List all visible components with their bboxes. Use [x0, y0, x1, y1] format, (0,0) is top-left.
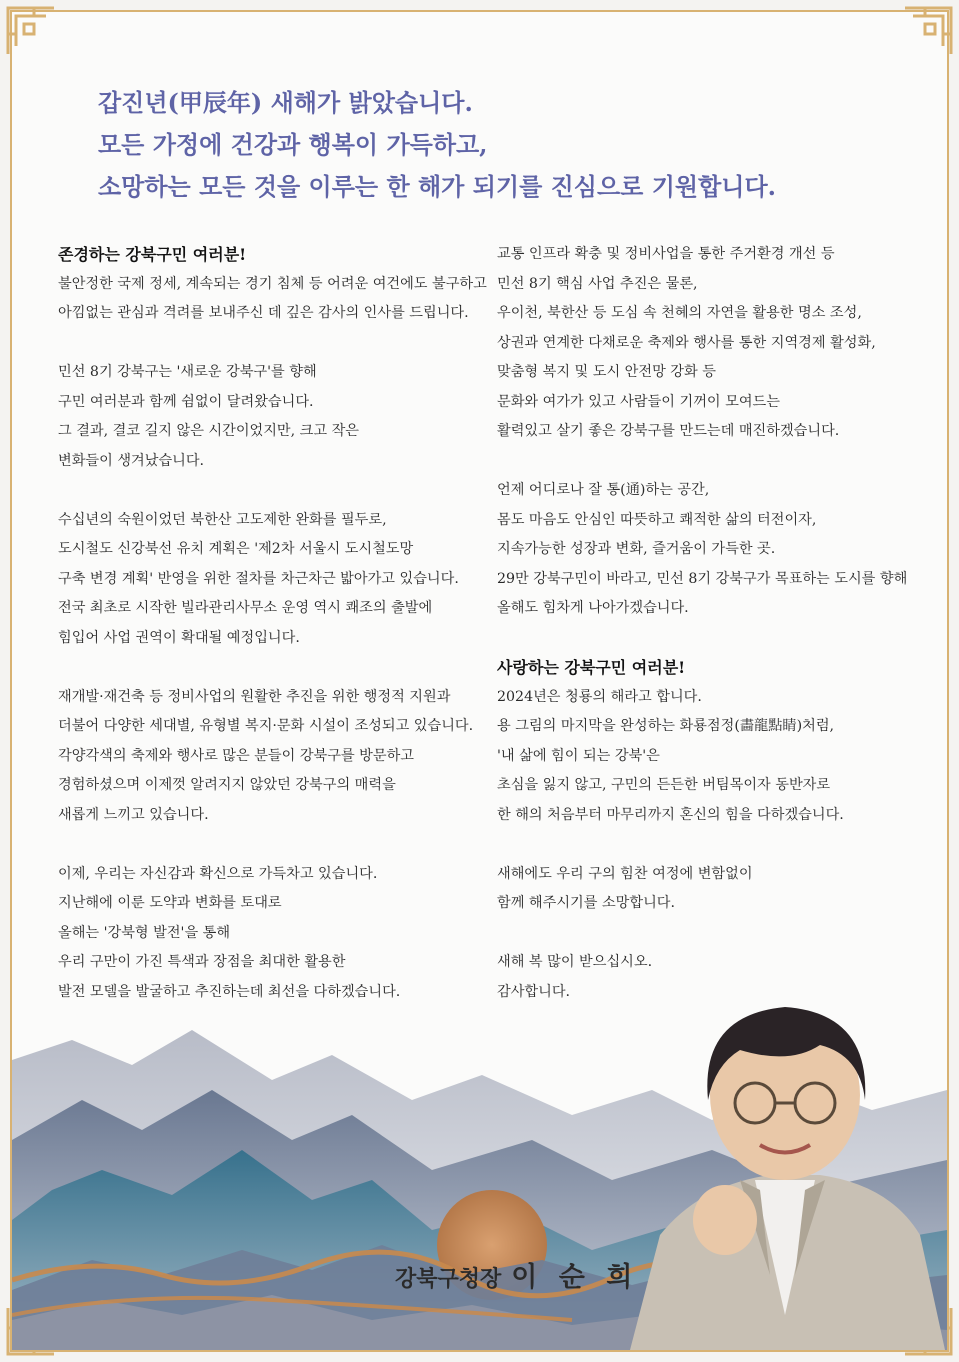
letter-line: 한 해의 처음부터 마무리까지 혼신의 힘을 다하겠습니다.: [497, 806, 844, 823]
letter-line: 용 그림의 마지막을 완성하는 화룡점정(畵龍點睛)처럼,: [497, 718, 835, 734]
letter-line: 민선 8기 핵심 사업 추진은 물론,: [497, 275, 698, 292]
letter-paragraph: [58, 358, 488, 476]
signature-name: 이 순 희: [511, 1262, 639, 1293]
letter-line: 2024년은 청룡의 해라고 합니다.: [497, 688, 702, 705]
letter-line: 문화와 여가가 있고 사람들이 기꺼이 모여드는: [497, 393, 780, 410]
letter-line: 지난해에 이룬 도약과 변화를 토대로: [58, 895, 282, 911]
letter-line: 이제, 우리는 자신감과 확신으로 가득차고 있습니다.: [58, 865, 378, 882]
letter-line: 올해도 힘차게 나아가겠습니다.: [497, 600, 689, 616]
letter-heading: 존경하는 강북구민 여러분!: [58, 245, 247, 264]
letter-paragraph: [497, 476, 917, 624]
letter-line: 새해 복 많이 받으십시오.: [497, 954, 653, 970]
letter-line: 재개발·재건축 등 정비사업의 원활한 추진을 위한 행정적 지원과: [58, 688, 451, 705]
letter-line: 올해는 '강북형 발전'을 통해: [58, 924, 231, 941]
letter-line: 초심을 잃지 않고, 구민의 든든한 버팀목이자 동반자로: [497, 777, 831, 793]
letter-line: 감사합니다.: [497, 983, 571, 1000]
signature: [395, 1255, 638, 1294]
letter-line: 우리 구만이 가진 특색과 장점을 최대한 활용한: [58, 954, 346, 970]
letter-line: 교통 인프라 확충 및 정비사업을 통한 주거환경 개선 등: [497, 246, 835, 262]
letter-paragraph: [58, 860, 488, 1008]
letter-paragraph: [58, 240, 488, 329]
letter-line: 구민 여러분과 함께 쉼없이 달려왔습니다.: [58, 393, 314, 410]
letter-line: 불안정한 국제 정세, 계속되는 경기 침체 등 어려운 여건에도 불구하고: [58, 275, 487, 292]
letter-paragraph: [497, 860, 917, 919]
letter-line: 각양각색의 축제와 행사로 많은 분들이 강북구를 방문하고: [58, 747, 414, 764]
letter-line: 29만 강북구민이 바라고, 민선 8기 강북구가 목표하는 도시를 향해: [497, 570, 908, 587]
letter-line: 몸도 마음도 안심인 따뜻하고 쾌적한 삶의 터전이자,: [497, 511, 817, 528]
letter-line: 함께 해주시기를 소망합니다.: [497, 895, 675, 911]
corner-ornament-icon: [901, 4, 955, 58]
letter-line: 새롭게 느끼고 있습니다.: [58, 806, 209, 823]
greeting-line: 모든 가정에 건강과 행복이 가득하고,: [98, 130, 488, 159]
letter-line: 전국 최초로 시작한 빌라관리사무소 운영 역시 쾌조의 출발에: [58, 600, 433, 616]
greeting-line: 갑진년(甲辰年) 새해가 밝았습니다.: [98, 88, 473, 117]
letter-line: 그 결과, 결코 길지 않은 시간이었지만, 크고 작은: [58, 423, 359, 439]
letter-line: 지속가능한 성장과 변화, 즐거움이 가득한 곳.: [497, 541, 776, 557]
letter-line: 맞춤형 복지 및 도시 안전망 강화 등: [497, 364, 716, 380]
corner-ornament-icon: [4, 4, 58, 58]
letter-line: 수십년의 숙원이었던 북한산 고도제한 완화를 필두로,: [58, 511, 387, 528]
letter-line: 활력있고 살기 좋은 강북구를 만드는데 매진하겠습니다.: [497, 423, 840, 439]
letter-line: 도시철도 신강북선 유치 계획은 '제2차 서울시 도시철도망: [58, 541, 414, 557]
letter-line: 발전 모델을 발굴하고 추진하는데 최선을 다하겠습니다.: [58, 983, 401, 1000]
greeting-line: 소망하는 모든 것을 이루는 한 해가 되기를 진심으로 기원합니다.: [98, 172, 776, 201]
letter-line: 아낌없는 관심과 격려를 보내주신 데 깊은 감사의 인사를 드립니다.: [58, 305, 469, 321]
signature-title: 강북구청장: [395, 1266, 502, 1292]
letter-line: 변화들이 생겨났습니다.: [58, 452, 205, 469]
letter-left-column: [58, 240, 488, 1037]
letter-line: 힘입어 사업 권역이 확대될 예정입니다.: [58, 629, 300, 646]
letter-paragraph: [58, 506, 488, 654]
letter-line: 우이천, 북한산 등 도심 속 천혜의 자연을 활용한 명소 조성,: [497, 305, 862, 321]
letter-right-column: [497, 240, 917, 1037]
letter-paragraph: [58, 683, 488, 831]
letter-line: 언제 어디로나 잘 통(通)하는 공간,: [497, 482, 710, 498]
letter-line: 상권과 연계한 다채로운 축제와 행사를 통한 지역경제 활성화,: [497, 334, 876, 351]
letter-line: 구축 변경 계획' 반영을 위한 절차를 차근차근 밟아가고 있습니다.: [58, 570, 459, 587]
letter-line: 새해에도 우리 구의 힘찬 여정에 변함없이: [497, 865, 753, 882]
letter-paragraph: [497, 240, 917, 447]
letter-line: 경험하셨으며 이제껏 알려지지 않았던 강북구의 매력을: [58, 777, 396, 793]
letter-line: 민선 8기 강북구는 '새로운 강북구'를 향해: [58, 364, 317, 380]
letter-line: 더불어 다양한 세대별, 유형별 복지·문화 시설이 조성되고 있습니다.: [58, 718, 474, 734]
letter-line: '내 삶에 힘이 되는 강북'은: [497, 747, 660, 764]
new-year-greeting: [98, 82, 898, 208]
letter-heading: 사랑하는 강북구민 여러분!: [497, 658, 686, 677]
letter-paragraph: [497, 653, 917, 830]
mayor-portrait-icon: [620, 985, 945, 1350]
